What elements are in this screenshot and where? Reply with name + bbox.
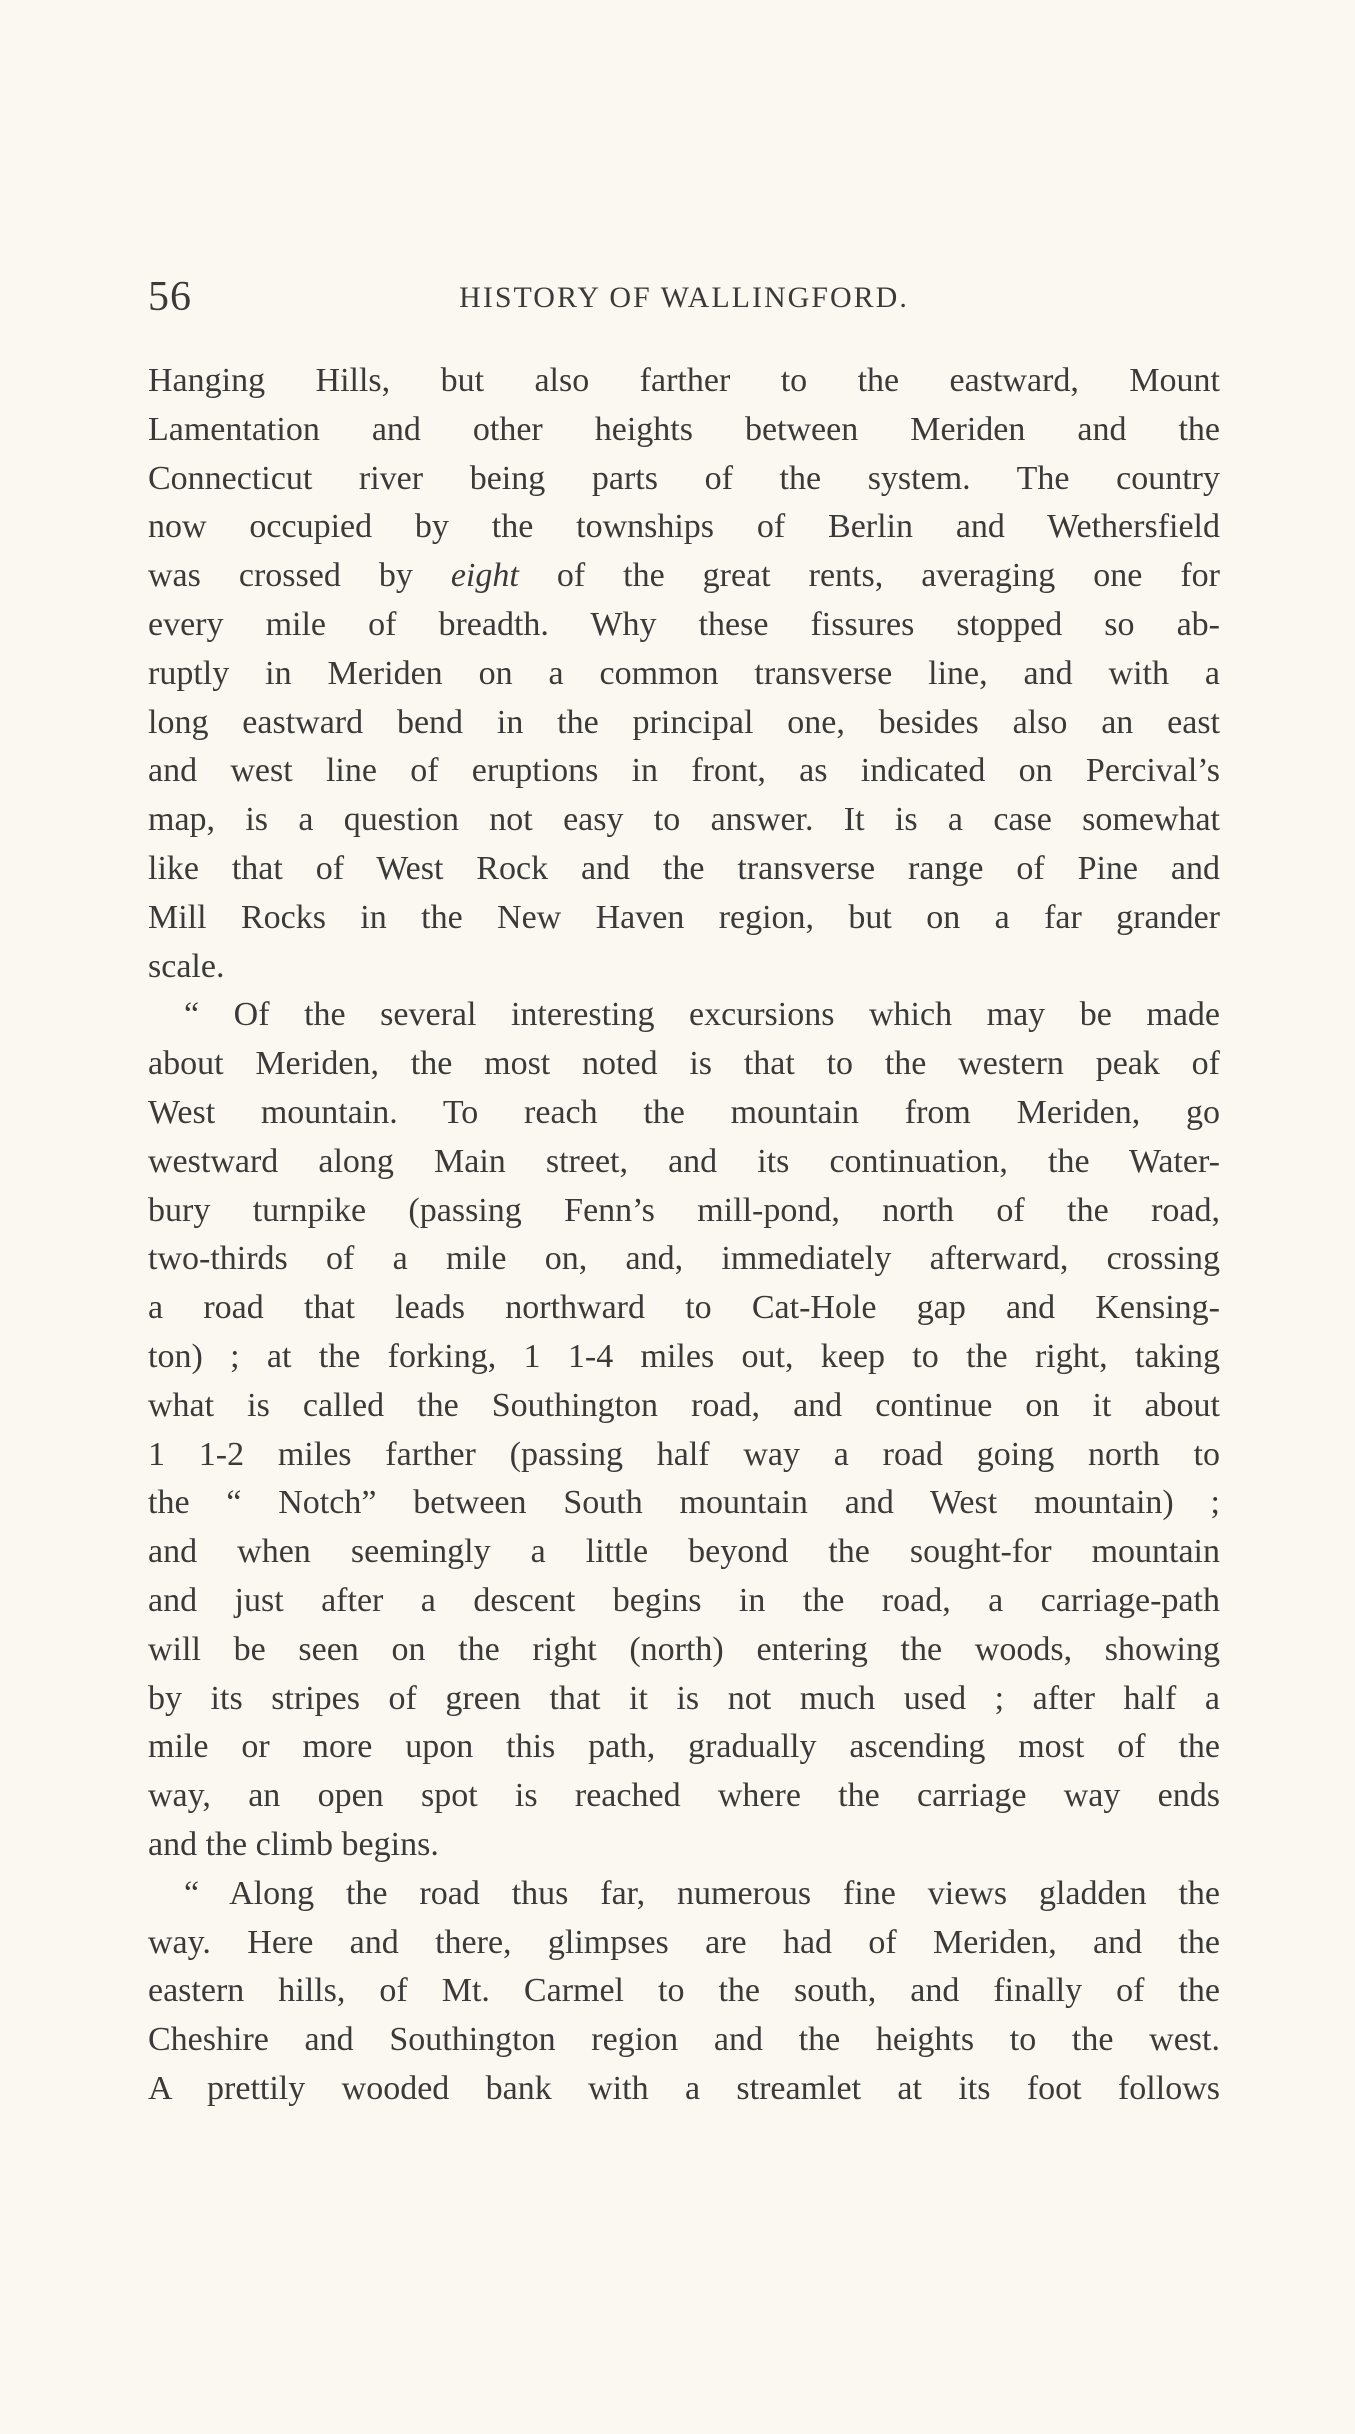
text-line: like that of West Rock and the transverse range of Pine and (148, 849, 1220, 887)
text-line: bury turnpike (passing Fenn’s mill-pond, north of the road, (148, 1191, 1220, 1229)
text-line: A prettily wooded bank with a streamlet at its foot follows (148, 2069, 1220, 2107)
text-line: Lamentation and other heights between Meriden and the (148, 410, 1220, 448)
text-line: eastern hills, of Mt. Carmel to the south, and finally of the (148, 1972, 1220, 2010)
text-line: map, is a question not easy to answer. It is a case somewhat (148, 801, 1220, 839)
text-line: ruptly in Meriden on a common transverse line, and with a (148, 654, 1220, 692)
text-line: by its stripes of green that it is not much used ; after half a (148, 1679, 1220, 1717)
text-line: way. Here and there, glimpses are had of Meriden, and the (148, 1923, 1220, 1961)
page-number: 56 (148, 274, 192, 320)
paragraph (148, 991, 1220, 1869)
text-line: westward along Main street, and its continuation, the Water- (148, 1142, 1220, 1180)
text-line: was crossed by eight of the great rents, averaging one for (148, 557, 1220, 595)
text-line: will be seen on the right (north) entering the woods, showing (148, 1630, 1220, 1668)
text-line: long eastward bend in the principal one, besides also an east (148, 703, 1220, 741)
text-line: and just after a descent begins in the road, a carriage-path (148, 1581, 1220, 1619)
text-line: and the climb begins. (148, 1825, 439, 1863)
text-line: “ Of the several interesting excursions which may be made (184, 996, 1220, 1034)
body-text (148, 357, 1220, 2114)
text-line: Mill Rocks in the New Haven region, but on a far grander (148, 898, 1220, 936)
text-line: Connecticut river being parts of the system. The country (148, 459, 1220, 497)
text-line: scale. (148, 947, 225, 985)
text-line: what is called the Southington road, and continue on it about (148, 1386, 1220, 1424)
text-line: Hanging Hills, but also farther to the eastward, Mount (148, 362, 1220, 399)
text-line: every mile of breadth. Why these fissures stopped so ab- (148, 605, 1220, 643)
text-line: way, an open spot is reached where the carriage way ends (148, 1777, 1220, 1815)
text-line: and west line of eruptions in front, as indicated on Percival’s (148, 752, 1220, 790)
text-line: mile or more upon this path, gradually ascending most of the (148, 1728, 1220, 1766)
text-line: now occupied by the townships of Berlin and Wethersfield (148, 508, 1220, 546)
text-line: 1 1-2 miles farther (passing half way a road going north to (148, 1435, 1220, 1473)
text-line: ton) ; at the forking, 1 1-4 miles out, keep to the right, taking (148, 1337, 1220, 1375)
text-line: the “ Notch” between South mountain and West mountain) ; (148, 1484, 1220, 1522)
text-line: and when seemingly a little beyond the sought-for mountain (148, 1533, 1220, 1571)
text-line: “ Along the road thus far, numerous fine views gladden the (184, 1874, 1220, 1912)
running-title: HISTORY OF WALLINGFORD. (459, 281, 909, 314)
paragraph (148, 357, 1220, 991)
text-line: two-thirds of a mile on, and, immediately afterward, crossing (148, 1240, 1220, 1278)
text-line: West mountain. To reach the mountain from Meriden, go (148, 1093, 1220, 1131)
italic-word: eight (450, 557, 519, 595)
running-head (148, 272, 1220, 322)
text-line: a road that leads northward to Cat-Hole gap and Kensing- (148, 1289, 1220, 1327)
text-line: about Meriden, the most noted is that to the western peak of (148, 1045, 1220, 1083)
paragraph (148, 1870, 1220, 2114)
text-line: Cheshire and Southington region and the heights to the west. (148, 2021, 1220, 2059)
